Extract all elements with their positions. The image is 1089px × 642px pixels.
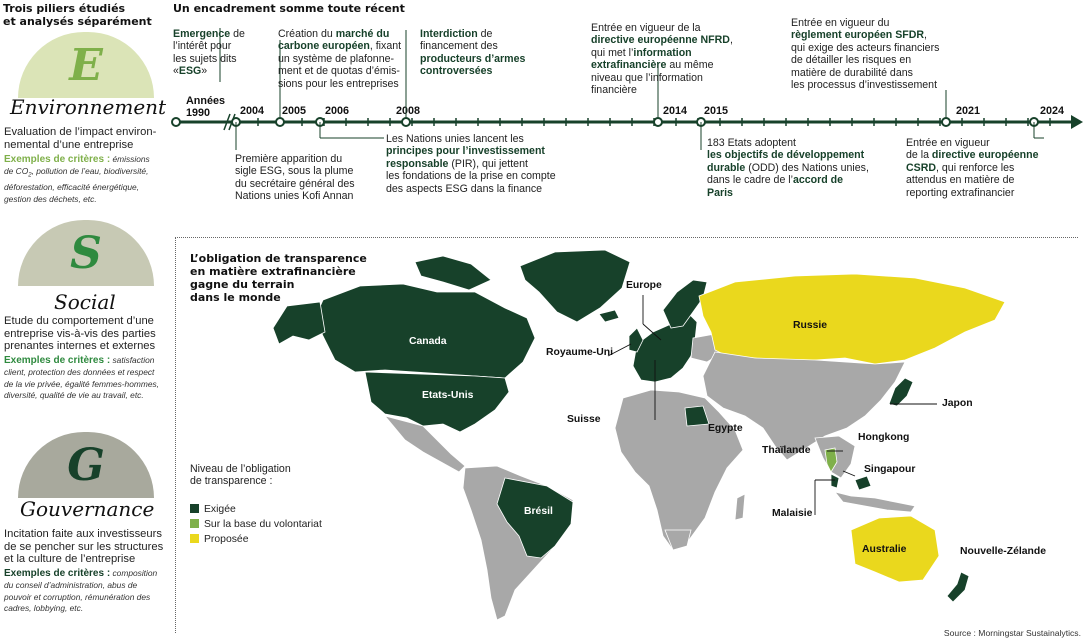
label-uk: Royaume-Uni: [546, 347, 613, 358]
event-2021-b1: règlement européen SFDR: [791, 29, 925, 42]
legend-label-exigee: Exigée: [204, 503, 236, 515]
event-1990-t2: l’intérêt pour: [173, 40, 232, 53]
pillar-g-examples: [4, 568, 164, 615]
label-canada: Canada: [409, 336, 447, 347]
event-2005-t2: , fixant: [369, 40, 402, 53]
pillar-s-dome: [18, 220, 154, 286]
pillar-e-desc-line1: Evaluation de l’impact environ-: [4, 126, 157, 138]
event-2008-b1: Interdiction: [420, 28, 478, 40]
pillar-e-desc-line2: nemental d’une entreprise: [4, 138, 134, 151]
label-hongkong: Hongkong: [858, 432, 910, 443]
pillar-s-letter: S: [70, 228, 102, 279]
label-suisse: Suisse: [567, 414, 601, 425]
event-2008-t1: de: [477, 28, 493, 40]
pillar-s-ex-text3: de la vie privée, égalité femmes-hommes,: [4, 378, 160, 389]
pillar-e-ex-text5: gestion des déchets, etc.: [4, 194, 97, 205]
event-2024-b1: directive européenne: [931, 149, 1039, 162]
event-2024-t3: , qui renforce les: [936, 161, 1015, 174]
pillar-e-ex-label: Exemples de critères :: [4, 154, 111, 165]
pillar-governance: [0, 432, 168, 642]
event-2006-t3: les fondations de la prise en compte: [386, 170, 556, 183]
iceland-shape: [599, 310, 619, 322]
legend-swatch-exigee: [190, 504, 199, 513]
event-2015-b3: accord de: [792, 174, 844, 187]
year-label-2005: 2005: [282, 105, 307, 117]
event-2005-b2: carbone européen: [278, 40, 370, 53]
pillar-s-ex-label: Exemples de critères :: [4, 355, 111, 366]
pillar-s-ex-text2: client, protection des données et respect: [4, 366, 155, 377]
pillar-g-desc-line1: Incitation faite aux investisseurs: [4, 528, 162, 540]
event-2004-t3: du secrétaire général des: [235, 177, 355, 190]
indonesia-shape: [835, 492, 915, 512]
pillar-s-ex-text4: diversité, qualité de vie au travail, etc.: [4, 390, 144, 401]
usa-shape: [365, 372, 509, 432]
pillar-g-ex-text2: du conseil d’administration, abus de: [4, 579, 138, 590]
event-2024-t1: Entrée en vigueur: [906, 137, 990, 149]
event-1990-t4: «: [173, 65, 179, 78]
pillar-s-ex-text1: satisfaction: [110, 355, 155, 365]
event-2014-b1: directive européenne NFRD: [591, 34, 730, 47]
pillar-g-ex-label: Exemples de critères :: [4, 568, 111, 579]
legend-label-proposee: Proposée: [204, 533, 249, 545]
pillar-g-ex-text1: composition: [110, 568, 158, 578]
legend-item-proposee: [190, 532, 390, 547]
event-1990-t1: de: [230, 28, 245, 40]
africa-shape: [615, 390, 743, 550]
event-2021-t3: qui exige des acteurs financiers: [791, 41, 940, 54]
event-2006-b2: responsable: [386, 157, 449, 170]
event-2015-t1: 183 Etats adoptent: [707, 137, 796, 149]
map-title: [190, 252, 367, 304]
event-2024-t2: de la: [906, 149, 932, 162]
legend-title-line2: de transparence :: [190, 475, 273, 488]
year-label-1990: 1990: [186, 107, 211, 119]
event-2014-b2: information: [633, 46, 692, 59]
legend-title-line1: Niveau de l’obligation: [190, 463, 291, 475]
event-2005: [278, 28, 408, 90]
label-europe: Europe: [626, 280, 662, 291]
russia-shape: [699, 274, 1005, 364]
pillar-s-examples: [4, 355, 164, 402]
pillar-e-ex-sub: 2: [28, 172, 32, 179]
event-2015-b4: Paris: [707, 186, 733, 199]
event-2004: [235, 153, 365, 203]
event-1990-b2: ESG: [178, 65, 202, 78]
pillar-e-ex-text1: émissions: [110, 154, 150, 164]
map-frame: [175, 237, 1078, 238]
event-2014-t3: qui met l’: [591, 46, 634, 59]
label-australie: Australie: [862, 544, 907, 555]
pillars-header-line2: et analysés séparément: [3, 15, 152, 28]
pillar-g-letter: G: [67, 440, 105, 491]
map-title-line1: L’obligation de transparence: [190, 252, 367, 265]
madagascar-shape: [735, 494, 745, 520]
event-2024-b2: CSRD: [906, 161, 937, 174]
pillar-s-desc-line3: prenantes internes et externes: [4, 340, 156, 353]
event-2021-t6: les processus d’investissement: [791, 79, 938, 92]
event-2006-t1: Les Nations unies lancent les: [386, 133, 524, 145]
year-label-2006: 2006: [325, 105, 350, 117]
event-2008-b2: producteurs d’armes: [420, 52, 526, 65]
label-japon: Japon: [942, 398, 973, 409]
year-label-2004: 2004: [240, 105, 265, 117]
pillar-e-ex-text3: , pollution de l’eau, biodiversité,: [31, 165, 149, 176]
event-2005-b1: marché du: [335, 28, 390, 40]
timeline-title: Un encadrement somme toute récent: [173, 2, 405, 15]
pillar-g-name: Gouvernance: [20, 497, 155, 521]
event-2008-b3: controversées: [420, 65, 493, 78]
event-2021-t2: ,: [924, 29, 927, 42]
event-2005-t4: ment et de quotas d’émis-: [278, 65, 400, 78]
event-2021-t4: de détailler les risques en: [791, 54, 912, 67]
legend-swatch-proposee: [190, 534, 199, 543]
event-1990-b1: Emergence: [173, 28, 231, 40]
event-1990-t3: les sujets dits: [173, 52, 237, 65]
event-1990: [173, 28, 253, 78]
event-2015-b1: les objectifs de développement: [707, 149, 865, 162]
legend-item-exigee: [190, 502, 390, 517]
event-2008: [420, 28, 540, 78]
south-africa-shape: [665, 530, 691, 550]
event-2021-t5: matière de durabilité dans: [791, 66, 913, 79]
event-2006-b1: principes pour l’investissement: [386, 145, 545, 158]
event-2006-t4: des aspects ESG dans la finance: [386, 182, 543, 195]
label-egypte: Egypte: [708, 423, 743, 434]
source-note: Source : Morningstar Sustainalytics.: [943, 628, 1081, 638]
event-2015-b2: durable: [707, 161, 746, 174]
pillar-s-name: Social: [54, 290, 116, 314]
event-2021: [791, 17, 961, 91]
pillar-e-ex-text4: déforestation, efficacité énergétique,: [4, 182, 140, 193]
legend-swatch-volontariat: [190, 519, 199, 528]
legend-label-volontariat: Sur la base du volontariat: [204, 518, 322, 530]
pillar-s-desc-line1: Etude du comportement d’une: [4, 315, 154, 327]
map-title-line2: en matière extrafinancière: [190, 265, 356, 278]
event-2024-t5: reporting extrafinancier: [906, 186, 1015, 199]
event-2024-t4: attendus en matière de: [906, 174, 1015, 187]
event-2004-t2: sigle ESG, sous la plume: [235, 165, 354, 178]
label-nz: Nouvelle-Zélande: [960, 546, 1047, 557]
event-2014-t5: niveau que l’information: [591, 71, 703, 84]
event-2021-t1: Entrée en vigueur du: [791, 17, 890, 29]
label-thailande: Thaïlande: [762, 445, 811, 456]
year-label-2024: 2024: [1040, 105, 1065, 117]
pillar-g-desc-line2: de se pencher sur les structures: [4, 540, 164, 553]
malaysia-borneo-shape: [855, 476, 871, 490]
label-singapour: Singapour: [864, 464, 916, 475]
event-2014-t1: Entrée en vigueur de la: [591, 22, 701, 34]
pillar-s-description: [4, 315, 168, 353]
pillar-e-name: Environnement: [10, 95, 167, 119]
event-2008-t2: financement des: [420, 40, 498, 53]
map-title-line3: gagne du terrain: [190, 278, 295, 291]
year-label-2015: 2015: [704, 105, 729, 117]
event-2014: [591, 22, 741, 96]
map-title-line4: dans le monde: [190, 291, 281, 304]
event-2006: [386, 133, 566, 195]
event-2014-t4: au même: [666, 59, 714, 72]
event-2005-t1: Création du: [278, 28, 336, 40]
event-1990-t5: »: [201, 65, 208, 78]
pillar-social: [0, 220, 168, 420]
arctic-islands-shape: [415, 256, 491, 290]
event-2004-t1: Première apparition du: [235, 153, 343, 165]
label-russie: Russie: [793, 320, 828, 331]
year-label-2008: 2008: [396, 105, 421, 117]
event-2004-t4: Nations unies Kofi Annan: [235, 190, 354, 203]
event-2005-t5: sions pour les entreprises: [278, 77, 399, 90]
pillar-g-description: [4, 528, 168, 566]
label-bresil: Brésil: [524, 506, 553, 517]
pillar-g-desc-line3: et la culture de l’entreprise: [4, 553, 136, 566]
event-2015: [707, 137, 892, 199]
year-label-annees: Années: [186, 95, 226, 107]
new-zealand-shape: [947, 572, 969, 602]
label-malaisie: Malaisie: [772, 508, 813, 519]
event-2014-b3: extrafinancière: [591, 59, 667, 72]
alaska-shape: [273, 302, 325, 344]
event-2006-t2: (PIR), qui jettent: [448, 157, 528, 170]
year-label-2021: 2021: [956, 105, 981, 117]
map-legend: [190, 463, 390, 547]
event-2005-t3: un système de plafonne-: [278, 52, 395, 65]
label-usa: Etats-Unis: [422, 390, 474, 401]
pillar-g-ex-text4: cadres, lobbying, etc.: [4, 603, 84, 614]
pillar-g-dome: [18, 432, 154, 498]
pillars-header-line1: Trois piliers étudiés: [3, 2, 126, 15]
pillar-e-letter: E: [69, 40, 103, 91]
event-2014-t2: ,: [729, 34, 733, 47]
event-2015-t3: dans le cadre de l’: [707, 174, 793, 187]
pillar-g-ex-text3: pouvoir et corruption, rémunération des: [4, 591, 151, 602]
event-2014-t6: financière: [591, 84, 637, 97]
legend-item-volontariat: [190, 517, 390, 532]
event-2024: [906, 137, 1066, 199]
pillar-e-ex-text2: de CO: [4, 165, 29, 176]
year-label-2014: 2014: [663, 105, 688, 117]
event-2015-t2: (ODD) des Nations unies,: [745, 161, 869, 174]
pillar-s-desc-line2: entreprise vis-à-vis des parties: [4, 327, 156, 340]
